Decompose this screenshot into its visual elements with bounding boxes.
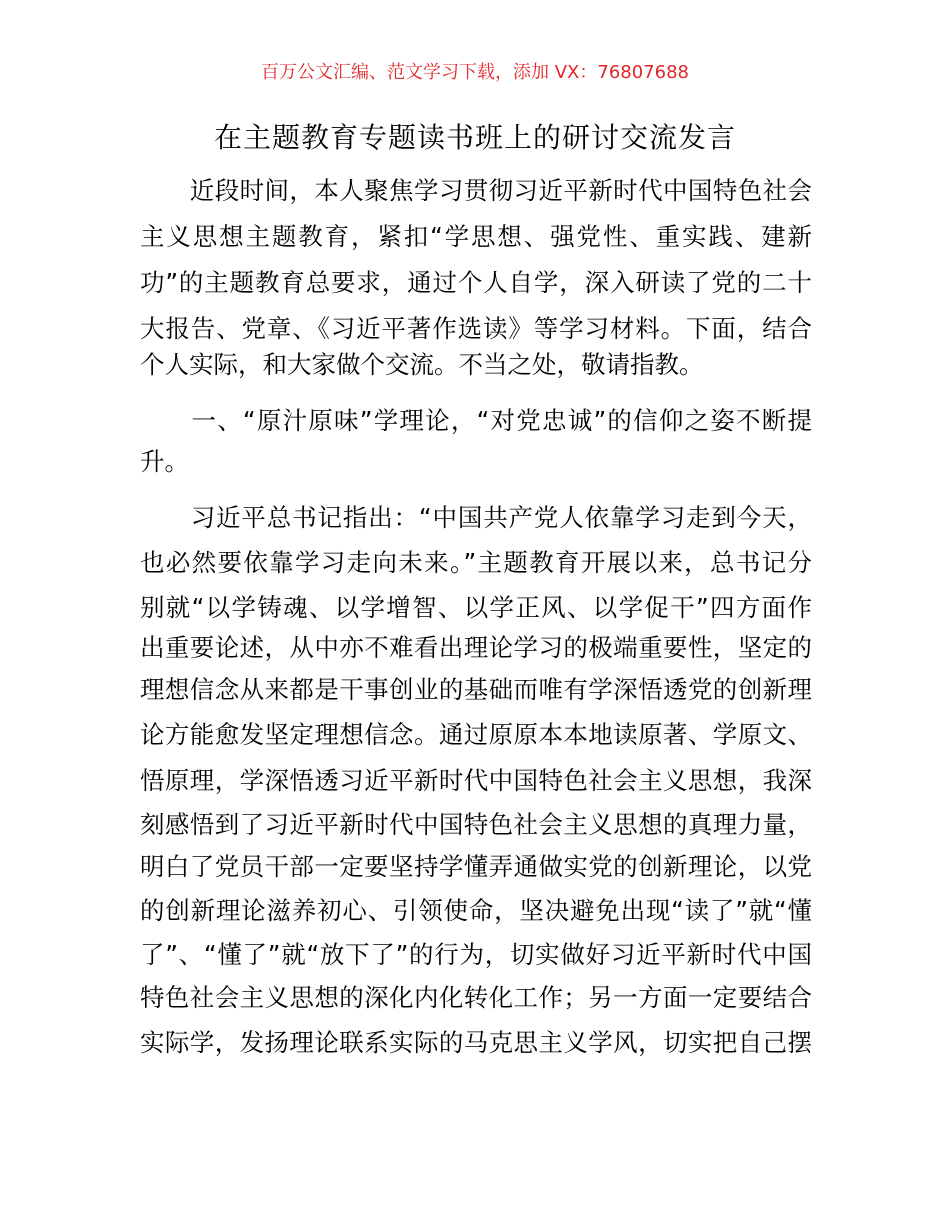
paragraph-line: 功”的主题教育总要求，通过个人自学，深入研读了党的二十 — [140, 268, 812, 297]
paragraph-line: 明白了党员干部一定要坚持学懂弄通做实党的创新理论，以党 — [140, 852, 812, 881]
paragraph-line: 出重要论述，从中亦不难看出理论学习的极端重要性，坚定的 — [140, 633, 812, 662]
paragraph-line: 论方能愈发坚定理想信念。通过原原本本地读原著、学原文、 — [140, 720, 812, 749]
paragraph-line: 的创新理论滋养初心、引领使命，坚决避免出现“读了”就“懂 — [140, 896, 812, 925]
document-title: 在主题教育专题读书班上的研讨交流发言 — [213, 121, 736, 154]
paragraph-line: 了”、“懂了”就“放下了”的行为，切实做好习近平新时代中国 — [140, 940, 812, 969]
paragraph-line: 理想信念从来都是干事创业的基础而唯有学深悟透党的创新理 — [140, 675, 812, 704]
paragraph-line: 别就“以学铸魂、以学增智、以学正风、以学促干”四方面作 — [140, 593, 812, 622]
paragraph-line: 近段时间，本人聚焦学习贯彻习近平新时代中国特色社会 — [140, 176, 812, 205]
watermark-header: 百万公文汇编、范文学习下载，添加 VX：76807688 — [261, 62, 689, 83]
paragraph-line: 一、“原汁原味”学理论，“对党忠诚”的信仰之姿不断提 — [140, 406, 812, 435]
paragraph-line: 大报告、党章、《习近平著作选读》等学习材料。下面，结合 — [140, 314, 812, 343]
paragraph-line: 习近平总书记指出：“中国共产党人依靠学习走到今天， — [140, 503, 812, 532]
paragraph-line: 悟原理，学深悟透习近平新时代中国特色社会主义思想，我深 — [140, 766, 812, 795]
paragraph-line: 特色社会主义思想的深化内化转化工作；另一方面一定要结合 — [140, 983, 812, 1012]
paragraph-line: 也必然要依靠学习走向未来。”主题教育开展以来，总书记分 — [140, 548, 812, 577]
paragraph-line: 升。 — [140, 447, 189, 476]
paragraph-line: 实际学，发扬理论联系实际的马克思主义学风，切实把自己摆 — [140, 1028, 812, 1057]
paragraph-line: 个人实际，和大家做个交流。不当之处，敬请指教。 — [140, 350, 704, 379]
paragraph-line: 主义思想主题教育，紧扣“学思想、强党性、重实践、建新 — [140, 222, 812, 251]
paragraph-line: 刻感悟到了习近平新时代中国特色社会主义思想的真理力量， — [140, 810, 812, 839]
